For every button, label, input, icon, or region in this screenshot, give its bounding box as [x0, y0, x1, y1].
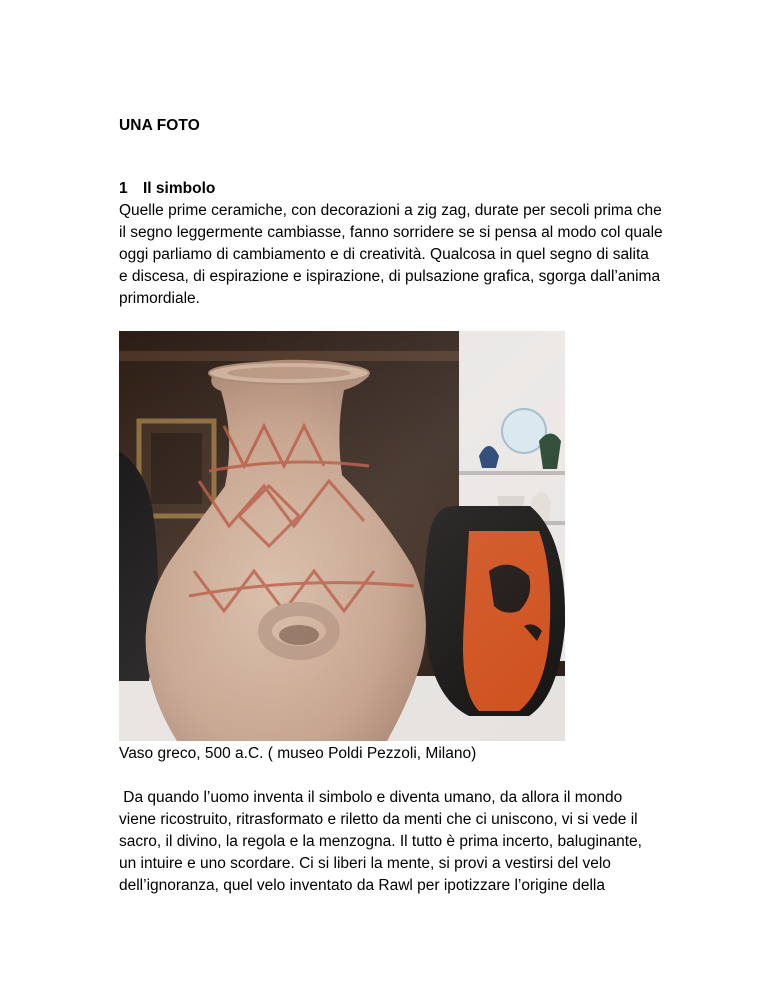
- section-number: 1: [119, 180, 128, 197]
- section-title-text: Il simbolo: [143, 180, 216, 197]
- greek-vase-image: [119, 331, 565, 741]
- paragraph-line: dell’ignoranza, quel velo inventato da Rawl per ipotizzare l’origine della: [119, 877, 605, 894]
- paragraph-line: Quelle prime ceramiche, con decorazioni a zig zag, durate per secoli prima che: [119, 202, 662, 219]
- paragraph-line: il segno leggermente cambiasse, fanno sorridere se si pensa al modo col quale: [119, 224, 663, 241]
- section-title: [119, 180, 215, 198]
- paragraph-line: viene ricostruito, ritrasformato e riletto da menti che ci uniscono, vi si vede il: [119, 811, 638, 828]
- paragraph-line: e discesa, di espirazione e ispirazione, di pulsazione grafica, sgorga dall’anima: [119, 268, 661, 285]
- paragraph-line: un intuire e uno scordare. Ci si liberi la mente, si provi a vestirsi del velo: [119, 855, 611, 872]
- paragraph-line: Da quando l’uomo inventa il simbolo e diventa umano, da allora il mondo: [119, 789, 623, 806]
- document-heading: UNA FOTO: [119, 117, 200, 134]
- paragraph-1: [119, 200, 679, 310]
- paragraph-line: oggi parliamo di cambiamento e di creatività. Qualcosa in quel segno di salita: [119, 246, 649, 263]
- vase-photo: [119, 331, 565, 741]
- paragraph-line: primordiale.: [119, 290, 200, 307]
- photo-caption: Vaso greco, 500 a.C. ( museo Poldi Pezzoli, Milano): [119, 745, 477, 762]
- paragraph-2: [119, 787, 679, 897]
- paragraph-line: sacro, il divino, la regola e la menzogna. Il tutto è prima incerto, baluginante,: [119, 833, 642, 850]
